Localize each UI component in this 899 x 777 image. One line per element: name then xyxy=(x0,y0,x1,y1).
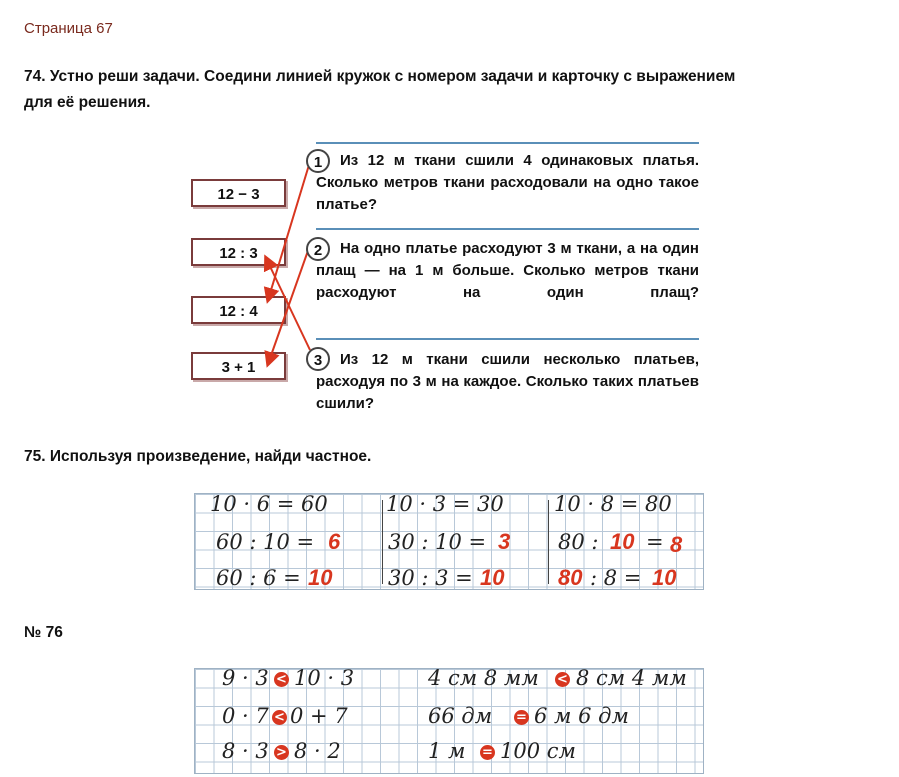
comparison-left: 0 · 7 xyxy=(222,704,269,728)
quotient-expression: 80 : xyxy=(558,530,599,554)
quotient-expression: 30 : 3 = xyxy=(388,566,473,590)
comparison-left: 8 · 3 xyxy=(222,739,269,763)
comparison-left: 9 · 3 xyxy=(222,666,269,690)
comparison-left: 1 м xyxy=(428,739,466,763)
comparison-right: 8 · 2 xyxy=(294,739,341,763)
comparison-sign: = xyxy=(480,745,495,760)
equals-sign: = xyxy=(646,530,664,554)
quotient-answer: 10 xyxy=(652,565,677,590)
comparison-left: 66 дм xyxy=(428,704,493,728)
problem-1-text: Из 12 м ткани сшили 4 одинаковых платья. Сколько метров ткани расходовали на одно такое платье? xyxy=(316,152,699,213)
problem-2-number: 2 xyxy=(306,237,330,261)
line-problem-2-to-card-4 xyxy=(268,245,310,364)
expression-card-1: 12 − 3 xyxy=(191,179,286,207)
expression-card-3: 12 : 4 xyxy=(191,296,286,324)
quotient-answer: 80 xyxy=(558,565,583,590)
quotient-answer: 3 xyxy=(498,529,511,554)
expression-card-2: 12 : 3 xyxy=(191,238,286,266)
comparison-sign: < xyxy=(555,672,570,687)
column-divider xyxy=(382,500,383,584)
problem-3-number: 3 xyxy=(306,347,330,371)
page-title: Страница 67 xyxy=(24,20,113,37)
comparison-left: 4 см 8 мм xyxy=(428,666,539,690)
quotient-expression: 60 : 10 = xyxy=(216,530,315,554)
comparison-sign: = xyxy=(514,710,529,725)
given-product-1: 10 · 6 = 60 xyxy=(210,492,328,516)
expression-card-4: 3 + 1 xyxy=(191,352,286,380)
comparison-right: 100 см xyxy=(500,739,576,763)
task-74-heading-line1: 74. Устно реши задачи. Соедини линией кружок с номером задачи и карточку с выражением xyxy=(24,68,736,85)
column-divider xyxy=(548,500,549,584)
quotient-answer: 10 xyxy=(308,565,333,590)
comparison-sign: > xyxy=(274,745,289,760)
given-product-2: 10 · 3 = 30 xyxy=(386,492,504,516)
quotient-answer: 10 xyxy=(610,529,635,554)
task-75-heading: 75. Используя произведение, найди частное. xyxy=(24,448,372,465)
line-problem-3-to-card-2 xyxy=(266,258,310,350)
quotient-answer: 8 xyxy=(670,532,683,557)
quotient-expression: 30 : 10 = xyxy=(388,530,487,554)
comparison-sign: < xyxy=(274,672,289,687)
comparison-right: 6 м 6 дм xyxy=(534,704,629,728)
comparison-right: 0 + 7 xyxy=(290,704,348,728)
quotient-expression: : 8 = xyxy=(590,566,642,590)
problem-2-text: На одно платье расходуют 3 м ткани, а на один плащ — на 1 м больше. Сколько метров ткани расходуют на один плащ? xyxy=(316,240,699,301)
quotient-expression: 60 : 6 = xyxy=(216,566,301,590)
problem-1-number: 1 xyxy=(306,149,330,173)
quotient-answer: 6 xyxy=(328,529,341,554)
comparison-right: 8 см 4 мм xyxy=(576,666,687,690)
comparison-right: 10 · 3 xyxy=(294,666,355,690)
problem-3-text: Из 12 м ткани сшили несколько платьев, расходуя по 3 м на каждое. Сколько таких платьев сшили? xyxy=(316,351,699,412)
given-product-3: 10 · 8 = 80 xyxy=(554,492,672,516)
task-76-heading: № 76 xyxy=(24,624,63,641)
task-74-heading-line2: для её решения. xyxy=(24,94,151,111)
comparison-sign: < xyxy=(272,710,287,725)
quotient-answer: 10 xyxy=(480,565,505,590)
